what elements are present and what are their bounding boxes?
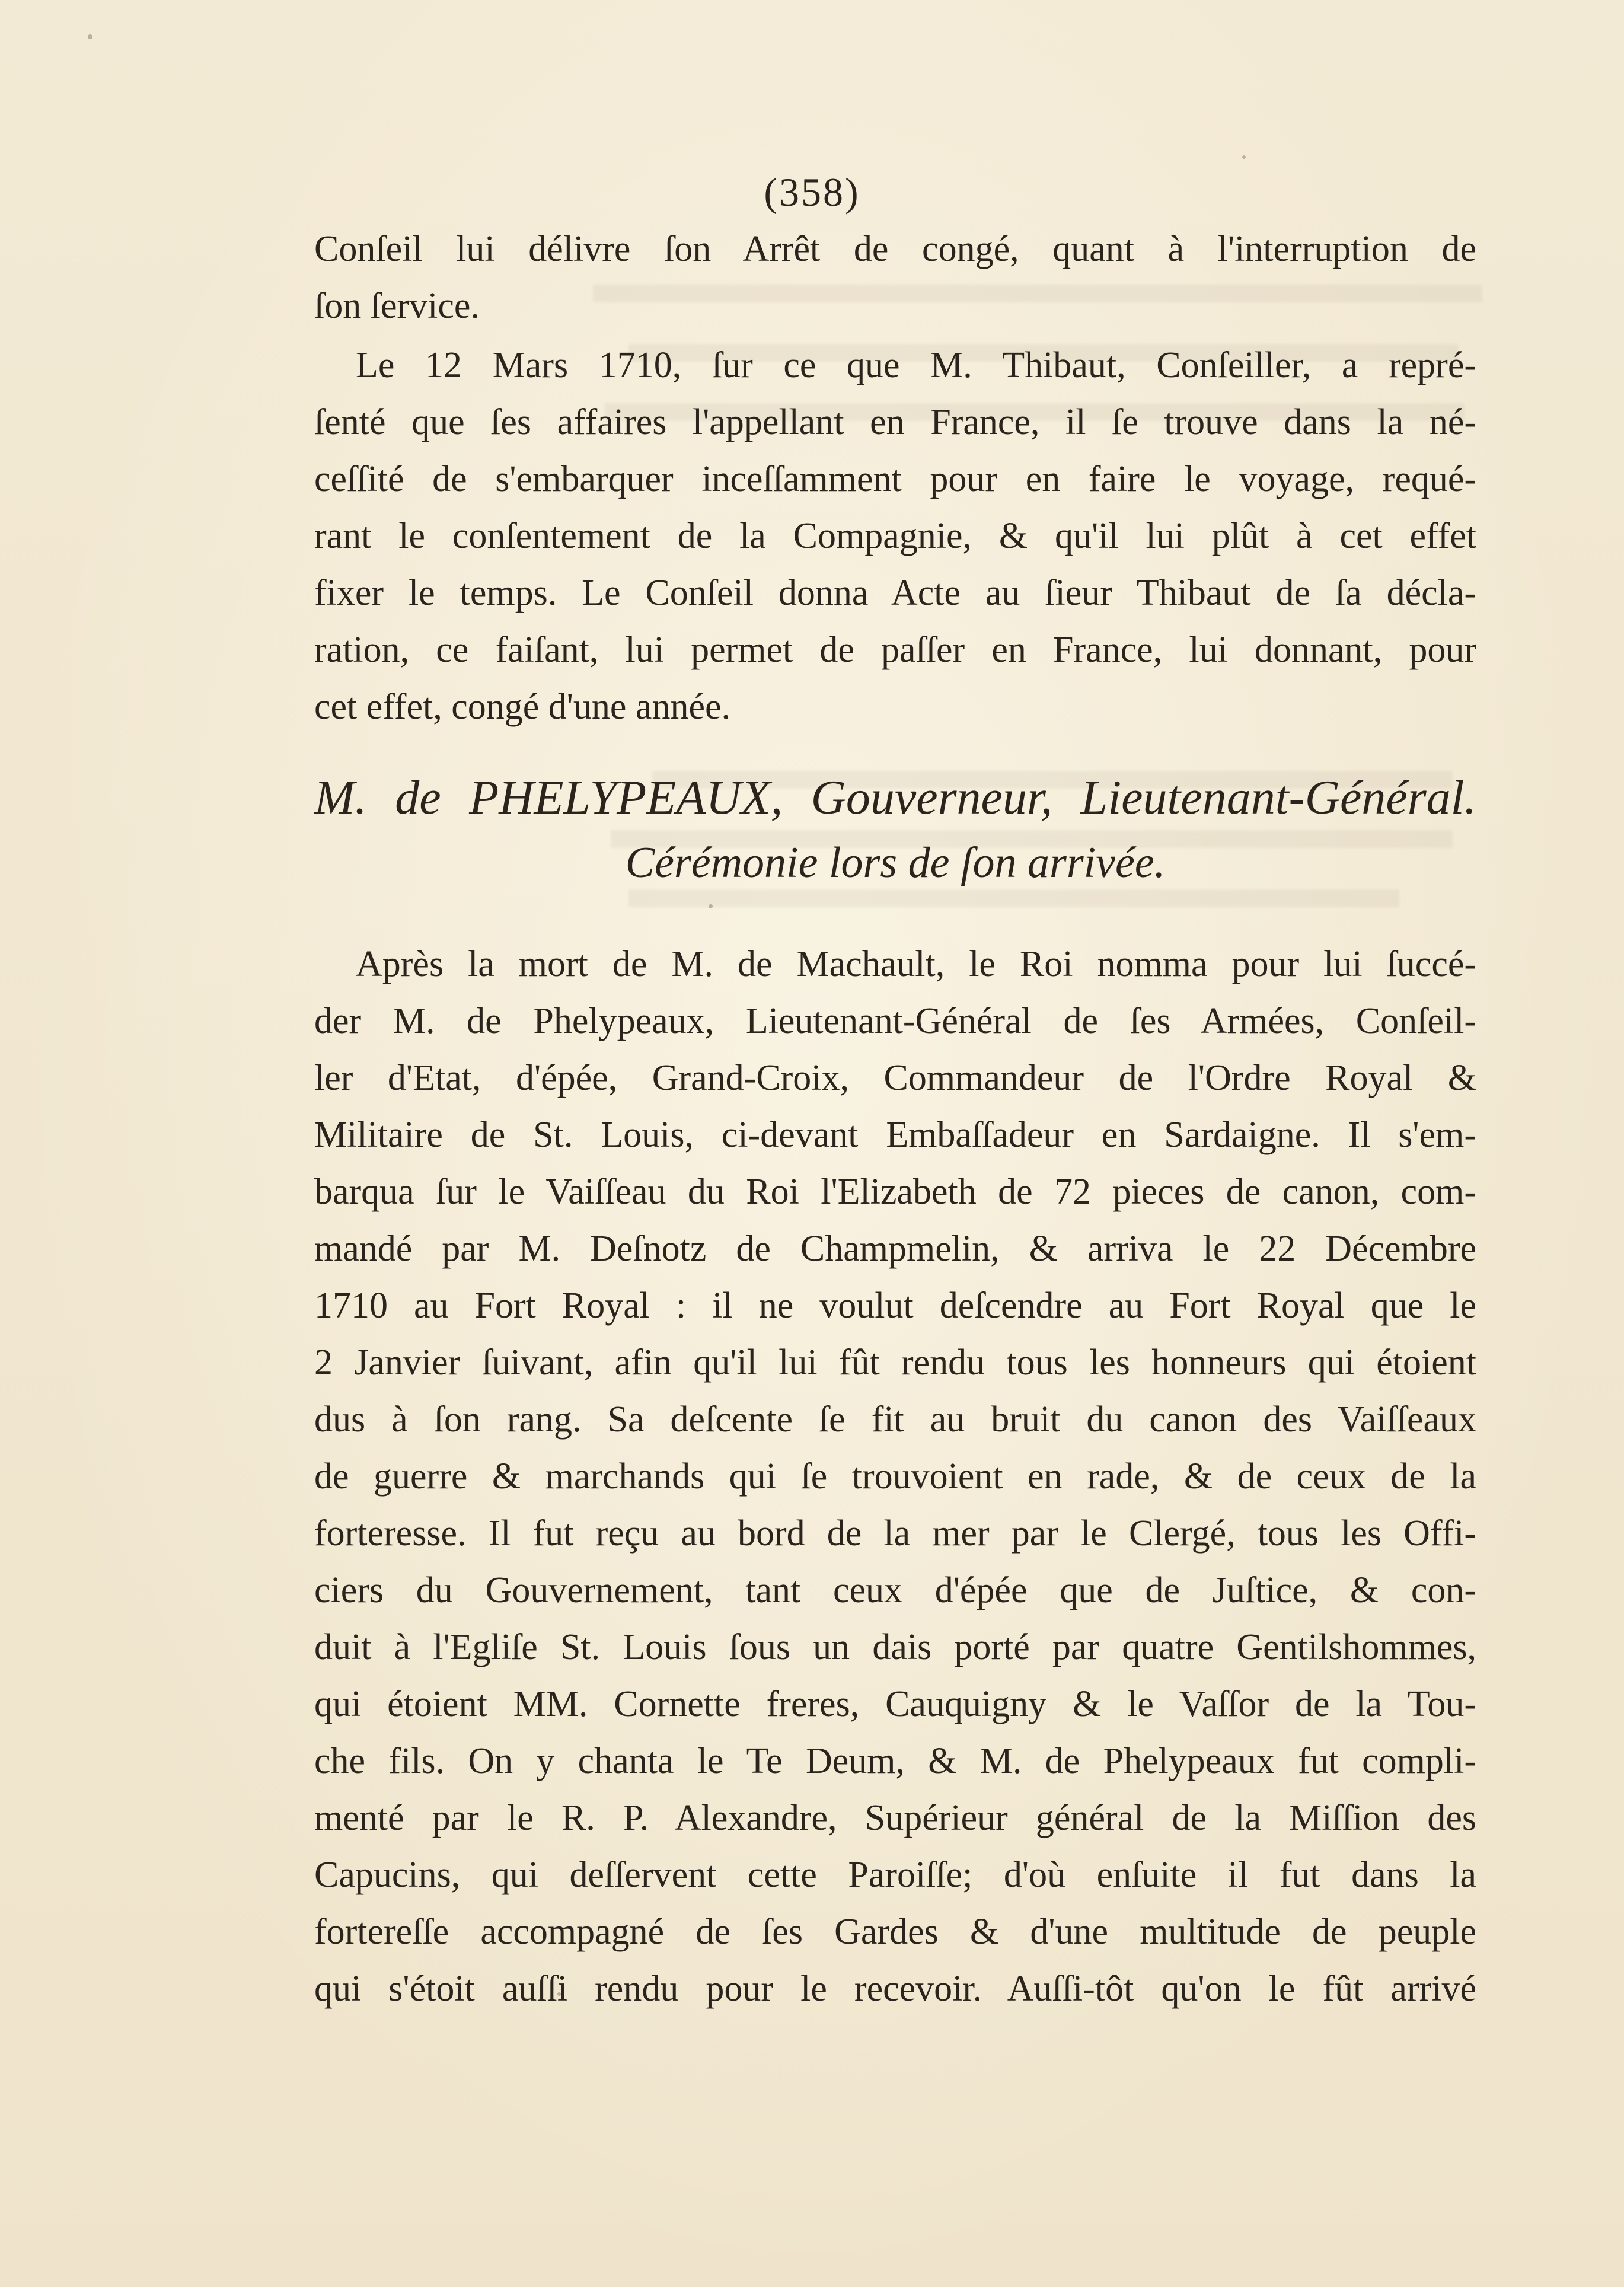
text-line: ler d'Etat, d'épée, Grand-Croix, Commandeur de l'Ordre Royal & (314, 1058, 1476, 1098)
ink-speck (1242, 155, 1246, 159)
text-line: qui étoient MM. Cornette freres, Cauquigny & le Vaſſor de la Tou- (314, 1684, 1476, 1724)
text-line: cet effet, congé d'une année. (314, 687, 730, 727)
text-line: menté par le R. P. Alexandre, Supérieur général de la Miſſion des (314, 1798, 1476, 1838)
text-line: Capucins, qui deſſervent cette Paroiſſe; d'où enſuite il fut dans la (314, 1855, 1476, 1895)
text-line: fixer le temps. Le Conſeil donna Acte au ſieur Thibaut de ſa décla- (314, 573, 1476, 613)
paragraph-thibaut (314, 337, 1476, 735)
paragraph-conseil-conge (314, 221, 1476, 334)
text-line: mandé par M. Deſnotz de Champmelin, & arriva le 22 Décembre (314, 1229, 1476, 1269)
text-line: 2 Janvier ſuivant, afin qu'il lui fût rendu tous les honneurs qui étoient (314, 1342, 1476, 1383)
text-line: de guerre & marchands qui ſe trouvoient en rade, & de ceux de la (314, 1456, 1476, 1497)
paragraph-phelypeaux (314, 936, 1476, 2017)
page-number: (358) (764, 170, 860, 215)
text-line: der M. de Phelypeaux, Lieutenant-Général de ſes Armées, Conſeil- (314, 1001, 1476, 1041)
ink-speck (709, 904, 713, 908)
text-line: duit à l'Egliſe St. Louis ſous un dais porté par quatre Gentilshommes, (314, 1627, 1476, 1667)
text-line: ciers du Gouvernement, tant ceux d'épée que de Juſtice, & con- (314, 1570, 1476, 1610)
text-line: dus à ſon rang. Sa deſcente ſe fit au bruit du canon des Vaiſſeaux (314, 1399, 1476, 1440)
heading-subtitle: Cérémonie lors de ſon arrivée. (625, 838, 1166, 887)
text-line: rant le conſentement de la Compagnie, & qu'il lui plût à cet effet (314, 516, 1476, 556)
text-line: Militaire de St. Louis, ci-devant Embaſſadeur en Sardaigne. Il s'em- (314, 1115, 1476, 1155)
heading-title: M. de PHELYPEAUX, Gouverneur, Lieutenant-Général. (314, 770, 1476, 824)
text-line: ſenté que ſes affaires l'appellant en France, il ſe trouve dans la né- (314, 402, 1476, 442)
text-line: barqua ſur le Vaiſſeau du Roi l'Elizabeth de 72 pieces de canon, com- (314, 1172, 1476, 1212)
text-line: ceſſité de s'embarquer inceſſamment pour en faire le voyage, requé- (314, 459, 1476, 499)
text-line: qui s'étoit auſſi rendu pour le recevoir. Auſſi-tôt qu'on le fût arrivé (314, 1969, 1476, 2009)
text-line: Conſeil lui délivre ſon Arrêt de congé, quant à l'interruption de (314, 229, 1476, 269)
text-line: che fils. On y chanta le Te Deum, & M. de Phelypeaux fut compli- (314, 1741, 1476, 1781)
text-line: ſon ſervice. (314, 286, 480, 326)
text-line: forteresse. Il fut reçu au bord de la mer par le Clergé, tous les Offi- (314, 1513, 1476, 1554)
text-line: Après la mort de M. de Machault, le Roi nomma pour lui ſuccé- (356, 944, 1476, 984)
text-line: ration, ce faiſant, lui permet de paſſer en France, lui donnant, pour (314, 630, 1476, 670)
text-line: fortereſſe accompagné de ſes Gardes & d'une multitude de peuple (314, 1912, 1476, 1952)
text-line: 1710 au Fort Royal : il ne voulut deſcendre au Fort Royal que le (314, 1286, 1476, 1326)
section-heading (314, 765, 1476, 895)
text-line: Le 12 Mars 1710, ſur ce que M. Thibaut, Conſeiller, a repré- (356, 345, 1476, 385)
ink-speck (88, 34, 92, 39)
